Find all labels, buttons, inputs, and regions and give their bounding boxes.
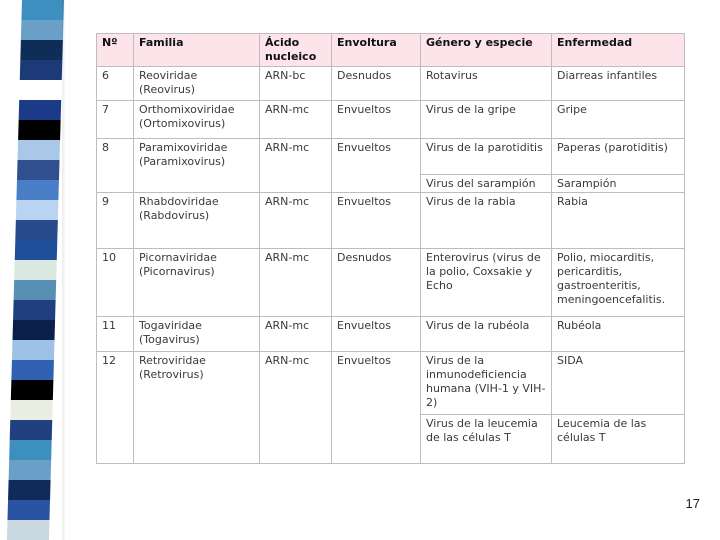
cell-enfermedad: Leucemia de las células T xyxy=(552,415,685,464)
stripe-block xyxy=(7,500,50,520)
header-familia: Familia xyxy=(134,34,260,67)
table-row xyxy=(97,249,685,317)
stripe-block xyxy=(18,120,61,140)
stripe-block xyxy=(7,520,50,540)
cell-enfermedad: Rubéola xyxy=(552,317,685,352)
table-row xyxy=(97,139,685,175)
stripe-block xyxy=(14,260,57,280)
cell-acido: ARN-mc xyxy=(260,352,332,464)
cell-familia: Retroviridae (Retrovirus) xyxy=(134,352,260,464)
table-row xyxy=(97,193,685,249)
cell-familia: Reoviridae (Reovirus) xyxy=(134,67,260,101)
cell-acido: ARN-mc xyxy=(260,193,332,249)
cell-genero: Virus de la inmunodeficiencia humana (VIH-1 y VIH-2) xyxy=(421,352,552,415)
stripe-block xyxy=(19,100,62,120)
stripe-block xyxy=(11,380,54,400)
cell-envoltura: Envueltos xyxy=(332,193,421,249)
cell-acido: ARN-mc xyxy=(260,249,332,317)
cell-acido: ARN-mc xyxy=(260,101,332,139)
cell-envoltura: Desnudos xyxy=(332,249,421,317)
decorative-stripe xyxy=(7,0,64,540)
cell-genero: Virus de la parotiditis xyxy=(421,139,552,175)
table-row xyxy=(97,67,685,101)
cell-envoltura: Envueltos xyxy=(332,139,421,193)
stripe-block xyxy=(12,340,55,360)
cell-envoltura: Envueltos xyxy=(332,101,421,139)
cell-envoltura: Envueltos xyxy=(332,352,421,464)
stripe-block xyxy=(20,60,63,80)
stripe-block xyxy=(21,20,64,40)
cell-envoltura: Envueltos xyxy=(332,317,421,352)
cell-enfermedad: Diarreas infantiles xyxy=(552,67,685,101)
cell-num: 12 xyxy=(97,352,134,464)
cell-num: 9 xyxy=(97,193,134,249)
cell-genero: Virus del sarampión xyxy=(421,175,552,193)
header-envoltura: Envoltura xyxy=(332,34,421,67)
stripe-block xyxy=(17,160,60,180)
cell-num: 10 xyxy=(97,249,134,317)
cell-enfermedad: Gripe xyxy=(552,101,685,139)
cell-familia: Togaviridae (Togavirus) xyxy=(134,317,260,352)
stripe-block xyxy=(9,460,52,480)
cell-acido: ARN-mc xyxy=(260,317,332,352)
stripe-block xyxy=(10,420,53,440)
header-num: Nº xyxy=(97,34,134,67)
cell-enfermedad: Polio, miocarditis, pericarditis, gastroenteritis, meningoencefalitis. xyxy=(552,249,685,317)
cell-enfermedad: Paperas (parotiditis) xyxy=(552,139,685,175)
stripe-block xyxy=(16,200,59,220)
stripe-block xyxy=(14,280,57,300)
table-row xyxy=(97,317,685,352)
stripe-block xyxy=(9,440,52,460)
stripe-block xyxy=(20,40,63,60)
page-number: 17 xyxy=(685,496,700,511)
cell-enfermedad: SIDA xyxy=(552,352,685,415)
cell-familia: Paramixoviridae (Paramixovirus) xyxy=(134,139,260,193)
stripe-block xyxy=(21,0,64,20)
cell-genero: Virus de la rubéola xyxy=(421,317,552,352)
stripe-block xyxy=(15,240,58,260)
table-header-row xyxy=(97,34,685,67)
stripe-shadow xyxy=(62,0,66,540)
cell-familia: Orthomixoviridae (Ortomixovirus) xyxy=(134,101,260,139)
stripe-block xyxy=(19,80,62,100)
cell-genero: Enterovirus (virus de la polio, Coxsakie y Echo xyxy=(421,249,552,317)
cell-familia: Rhabdoviridae (Rabdovirus) xyxy=(134,193,260,249)
stripe-block xyxy=(11,360,54,380)
header-acido-nucleico: Ácido nucleico xyxy=(260,34,332,67)
stripe-block xyxy=(13,320,56,340)
cell-num: 6 xyxy=(97,67,134,101)
table-row xyxy=(97,101,685,139)
stripe-block xyxy=(10,400,53,420)
table-row xyxy=(97,352,685,415)
stripe-block xyxy=(18,140,61,160)
virus-table xyxy=(96,33,685,464)
cell-num: 7 xyxy=(97,101,134,139)
header-enfermedad: Enfermedad xyxy=(552,34,685,67)
stripe-block xyxy=(15,220,58,240)
stripe-block xyxy=(13,300,56,320)
stripe-block xyxy=(16,180,59,200)
cell-familia: Picornaviridae (Picornavirus) xyxy=(134,249,260,317)
cell-enfermedad: Rabia xyxy=(552,193,685,249)
cell-enfermedad: Sarampión xyxy=(552,175,685,193)
cell-genero: Virus de la leucemia de las células T xyxy=(421,415,552,464)
cell-acido: ARN-mc xyxy=(260,139,332,193)
cell-genero: Rotavirus xyxy=(421,67,552,101)
cell-genero: Virus de la rabia xyxy=(421,193,552,249)
cell-num: 8 xyxy=(97,139,134,193)
cell-genero: Virus de la gripe xyxy=(421,101,552,139)
header-genero-especie: Género y especie xyxy=(421,34,552,67)
stripe-block xyxy=(8,480,51,500)
cell-envoltura: Desnudos xyxy=(332,67,421,101)
cell-acido: ARN-bc xyxy=(260,67,332,101)
cell-num: 11 xyxy=(97,317,134,352)
